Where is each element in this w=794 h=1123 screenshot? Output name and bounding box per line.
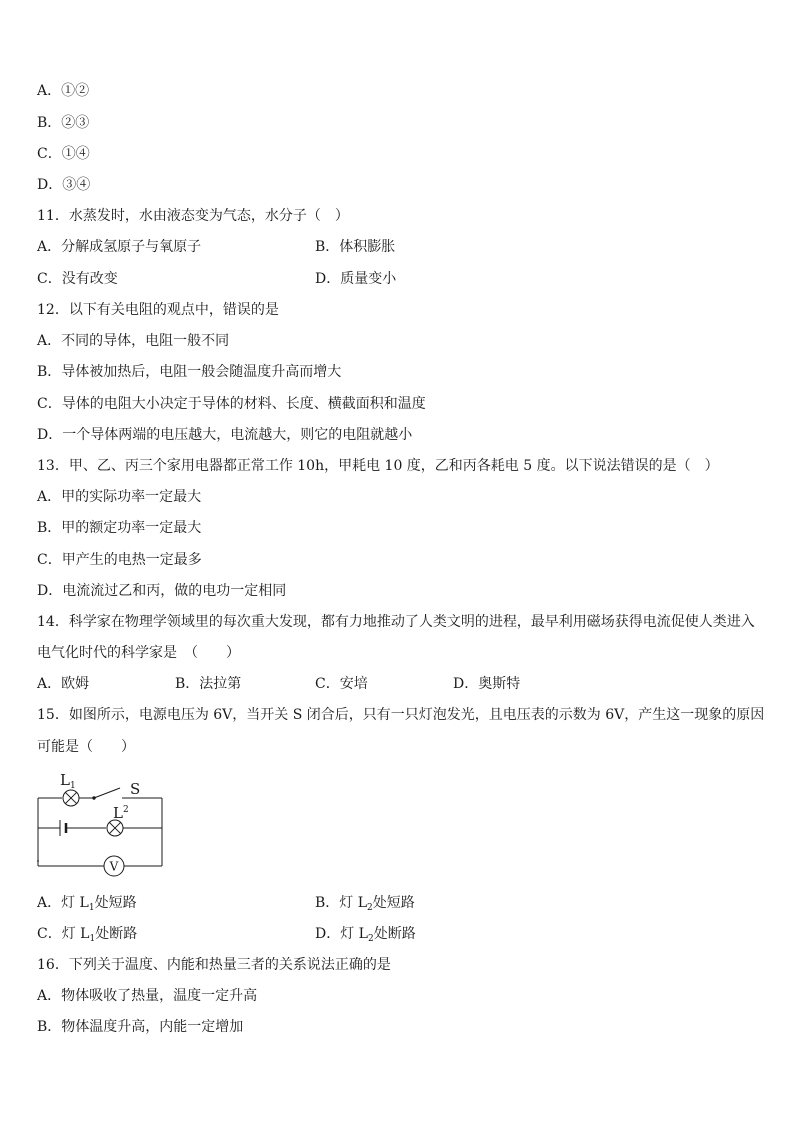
- q11-option-a: A．分解成氢原子与氧原子: [37, 239, 202, 255]
- q15-stem-line1: 15．如图所示，电源电压为 6V，当开关 S 闭合后，只有一只灯泡发光，且电压表的示数为 6V，产生这一现象的原因: [37, 707, 765, 723]
- q14-stem-line1: 14．科学家在物理学领域里的每次重大发现，都有力地推动了人类文明的进程，最早利用磁场获得电流促使人类进入: [37, 614, 755, 630]
- circuit-diagram: [30, 768, 170, 880]
- q14-option-d: D．奥斯特: [453, 676, 521, 692]
- q14-option-b: B．法拉第: [175, 676, 242, 692]
- q15-stem-line2: 可能是（ ）: [37, 739, 135, 755]
- switch-icon: [94, 788, 120, 798]
- q11-option-d: D．质量变小: [315, 271, 397, 287]
- q12-option-c: C．导体的电阻大小决定于导体的材料、长度、横截面积和温度: [37, 396, 426, 412]
- q13-option-a: A．甲的实际功率一定最大: [37, 489, 202, 505]
- q16-stem: 16．下列关于温度、内能和热量三者的关系说法正确的是: [37, 957, 391, 973]
- q10-option-c: C．①④: [37, 146, 90, 162]
- q16-option-a: A．物体吸收了热量，温度一定升高: [37, 988, 258, 1004]
- q10-option-b: B．②③: [37, 115, 90, 131]
- q12-option-b: B．导体被加热后，电阻一般会随温度升高而增大: [37, 364, 342, 380]
- q15-option-a: A．灯 $L_1$处短路: [37, 895, 137, 913]
- q12-option-d: D．一个导体两端的电压越大，电流越大，则它的电阻就越小: [37, 427, 413, 443]
- q10-option-d: D．③④: [37, 177, 91, 193]
- q10-option-a: A．①②: [37, 83, 90, 99]
- switch-label: S: [130, 780, 141, 798]
- q13-option-c: C．甲产生的电热一定最多: [37, 552, 202, 568]
- q13-option-b: B．甲的额定功率一定最大: [37, 520, 202, 536]
- q12-option-a: A．不同的导体，电阻一般不同: [37, 333, 230, 349]
- q13-option-d: D．电流流过乙和丙，做的电功一定相同: [37, 583, 287, 599]
- lamp-l1-label: $L_1$: [60, 771, 76, 791]
- lamp-l2-label: $L^2$: [113, 804, 129, 822]
- q15-option-b: B．灯 $L_2$处短路: [315, 895, 415, 913]
- q15-option-d: D．灯 $L_2$处断路: [315, 926, 416, 944]
- voltmeter-label: V: [109, 859, 119, 874]
- q13-stem: 13．甲、乙、丙三个家用电器都正常工作 10h，甲耗电 10 度，乙和丙各耗电 5 度。以下说法错误的是（ ）: [37, 458, 719, 474]
- q14-option-a: A．欧姆: [37, 676, 90, 692]
- q11-stem: 11．水蒸发时，水由液态变为气态，水分子（ ）: [37, 208, 349, 224]
- q12-stem: 12．以下有关电阻的观点中，错误的是: [37, 302, 279, 318]
- q14-stem-line2: 电气化时代的科学家是 （ ）: [37, 645, 240, 661]
- q11-option-c: C．没有改变: [37, 271, 118, 287]
- q11-option-b: B．体积膨胀: [315, 239, 396, 255]
- q15-option-c: C．灯 $L_1$处断路: [37, 926, 138, 944]
- q16-option-b: B．物体温度升高，内能一定增加: [37, 1019, 244, 1035]
- q14-option-c: C．安培: [315, 676, 368, 692]
